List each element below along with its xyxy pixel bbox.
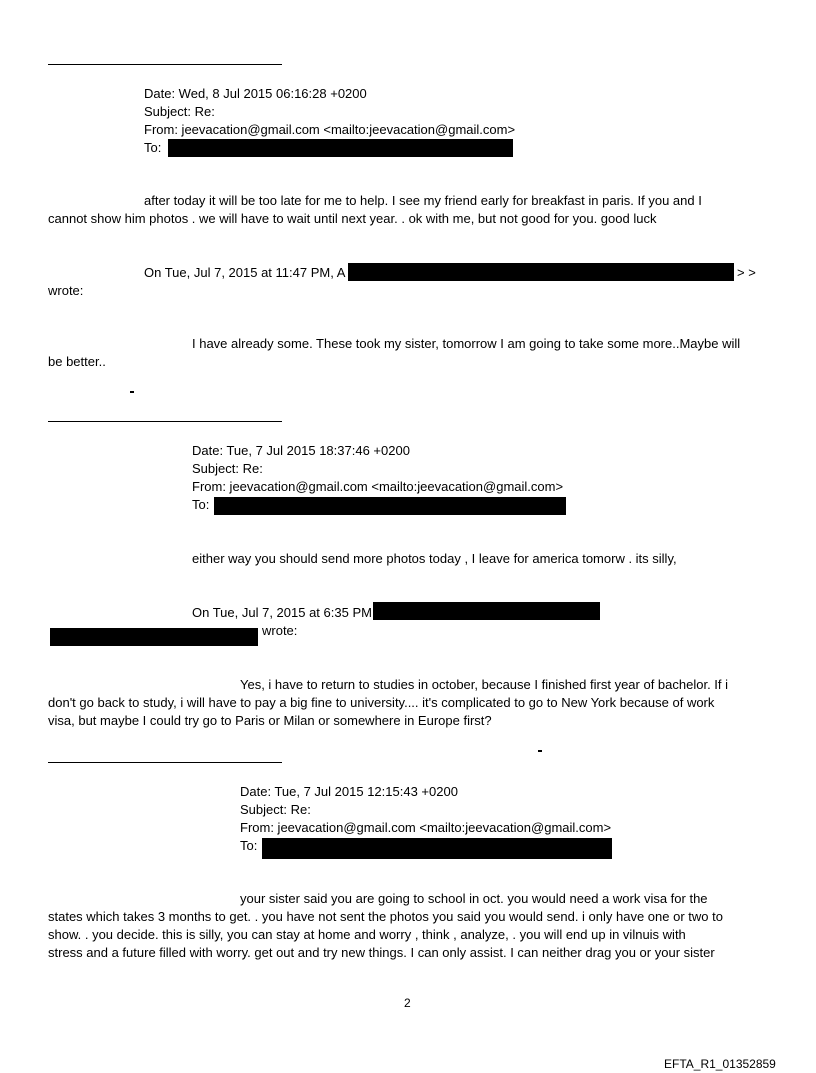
quote-wrote: wrote: (262, 623, 298, 638)
email-subject: Subject: Re: (192, 461, 263, 476)
reply-line: be better.. (48, 354, 106, 369)
email-body-line: after today it will be too late for me to help. I see my friend early for breakfast in paris. If you and I (144, 193, 702, 208)
email-to-label: To: (240, 838, 258, 853)
quote-header: On Tue, Jul 7, 2015 at 11:47 PM, A (144, 265, 346, 280)
stray-mark (130, 391, 134, 393)
email-body-line: stress and a future filled with worry. get out and try new things. I can only assist. I can neither drag you or your sister (48, 945, 715, 960)
email-body-line: states which takes 3 months to get. . you have not sent the photos you said you would send. i only have one or two to (48, 909, 723, 924)
email-date: Date: Tue, 7 Jul 2015 12:15:43 +0200 (240, 784, 458, 799)
reply-line: don't go back to study, i will have to pay a big fine to university.... it's complicated to go to New York because of work (48, 695, 715, 710)
email-to-label: To: (192, 497, 210, 512)
document-id: EFTA_R1_01352859 (664, 1057, 776, 1071)
quote-wrote: wrote: (48, 283, 84, 298)
separator-line (48, 762, 282, 763)
reply-line: visa, but maybe I could try go to Paris or Milan or somewhere in Europe first? (48, 713, 492, 728)
email-date: Date: Wed, 8 Jul 2015 06:16:28 +0200 (144, 86, 367, 101)
email-body-line: either way you should send more photos today , I leave for america tomorw . its silly, (192, 551, 677, 566)
email-body-line: show. . you decide. this is silly, you can stay at home and worry , think , analyze, . you will end up in vilnuis with (48, 927, 686, 942)
stray-mark (538, 750, 542, 752)
email-body-line: cannot show him photos . we will have to wait until next year. . ok with me, but not good for you. good luck (48, 211, 657, 226)
quote-header: On Tue, Jul 7, 2015 at 6:35 PM (192, 605, 372, 620)
reply-line: I have already some. These took my sister, tomorrow I am going to take some more..Maybe will (192, 336, 741, 351)
quote-header-suffix: > > (737, 265, 756, 280)
email-from: From: jeevacation@gmail.com <mailto:jeevacation@gmail.com> (144, 122, 516, 137)
redaction-bar (348, 263, 734, 281)
redaction-bar (373, 602, 600, 620)
redaction-bar (262, 838, 612, 859)
email-body-line: your sister said you are going to school in oct. you would need a work visa for the (240, 891, 708, 906)
email-from: From: jeevacation@gmail.com <mailto:jeevacation@gmail.com> (240, 820, 612, 835)
separator-line (48, 64, 282, 65)
email-date: Date: Tue, 7 Jul 2015 18:37:46 +0200 (192, 443, 410, 458)
redaction-bar (214, 497, 566, 515)
redaction-bar (50, 628, 258, 646)
separator-line (48, 421, 282, 422)
email-subject: Subject: Re: (240, 802, 311, 817)
redaction-bar (168, 139, 513, 157)
page-number: 2 (404, 996, 411, 1010)
reply-line: Yes, i have to return to studies in october, because I finished first year of bachelor. If i (240, 677, 729, 692)
email-to-label: To: (144, 140, 162, 155)
email-subject: Subject: Re: (144, 104, 215, 119)
email-from: From: jeevacation@gmail.com <mailto:jeevacation@gmail.com> (192, 479, 564, 494)
